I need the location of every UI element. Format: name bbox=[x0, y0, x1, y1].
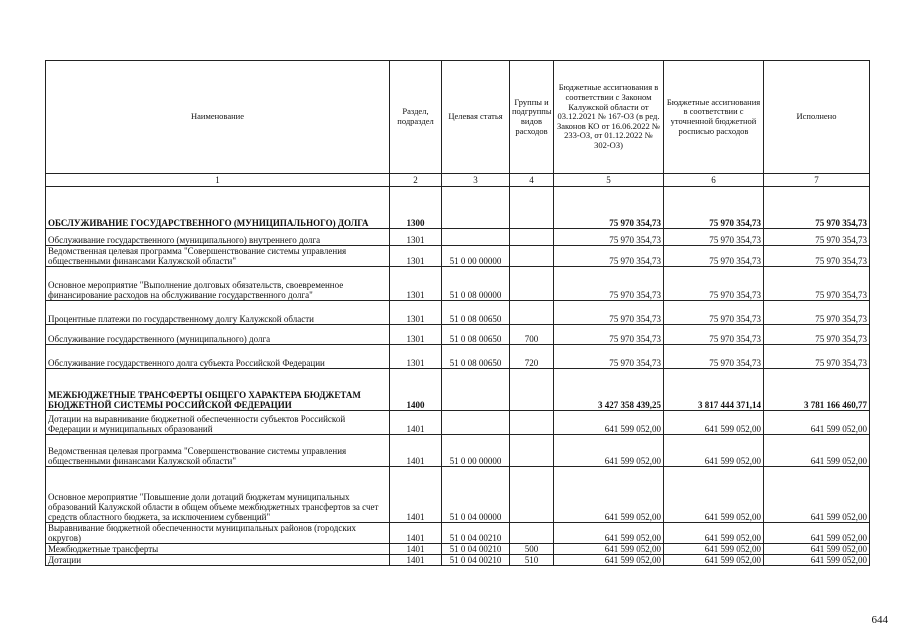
cell-section: 1301 bbox=[390, 345, 442, 369]
cell-group bbox=[510, 267, 554, 301]
cell-section: 1300 bbox=[390, 187, 442, 229]
cell-section: 1401 bbox=[390, 523, 442, 544]
cell-section: 1301 bbox=[390, 229, 442, 246]
cell-name: Обслуживание государственного (муниципального) внутреннего долга bbox=[46, 229, 390, 246]
cell-executed: 641 599 052,00 bbox=[764, 555, 870, 566]
cell-law: 75 970 354,73 bbox=[554, 246, 664, 267]
cell-refined: 75 970 354,73 bbox=[664, 301, 764, 325]
cell-section: 1401 bbox=[390, 555, 442, 566]
cell-executed: 75 970 354,73 bbox=[764, 246, 870, 267]
cell-target: 51 0 04 00210 bbox=[442, 544, 510, 555]
cell-executed: 641 599 052,00 bbox=[764, 544, 870, 555]
cell-refined: 75 970 354,73 bbox=[664, 187, 764, 229]
table-row bbox=[46, 435, 870, 467]
cell-group: 700 bbox=[510, 325, 554, 345]
cell-law: 75 970 354,73 bbox=[554, 301, 664, 325]
cell-name: Ведомственная целевая программа "Совершенствование системы управления общественными финансами Калужской области" bbox=[46, 435, 390, 467]
header-refined: Бюджетные ассигнования в соответствии с уточненной бюджетной росписью расходов bbox=[664, 61, 764, 174]
cell-section: 1301 bbox=[390, 325, 442, 345]
cell-law: 641 599 052,00 bbox=[554, 435, 664, 467]
cell-refined: 75 970 354,73 bbox=[664, 267, 764, 301]
cell-target: 51 0 08 00650 bbox=[442, 325, 510, 345]
cell-executed: 75 970 354,73 bbox=[764, 267, 870, 301]
cell-name: Выравнивание бюджетной обеспеченности муниципальных районов (городских округов) bbox=[46, 523, 390, 544]
cell-section: 1301 bbox=[390, 246, 442, 267]
budget-table bbox=[45, 60, 870, 566]
cell-law: 641 599 052,00 bbox=[554, 411, 664, 435]
cell-group bbox=[510, 467, 554, 523]
cell-refined: 75 970 354,73 bbox=[664, 325, 764, 345]
cell-group bbox=[510, 229, 554, 246]
cell-target: 51 0 00 00000 bbox=[442, 435, 510, 467]
cell-group bbox=[510, 246, 554, 267]
page-number: 644 bbox=[871, 614, 888, 626]
cell-law: 3 427 358 439,25 bbox=[554, 369, 664, 411]
column-number: 1 bbox=[46, 174, 390, 187]
table-row bbox=[46, 369, 870, 411]
cell-target: 51 0 08 00000 bbox=[442, 267, 510, 301]
cell-executed: 641 599 052,00 bbox=[764, 435, 870, 467]
cell-group: 510 bbox=[510, 555, 554, 566]
cell-executed: 75 970 354,73 bbox=[764, 187, 870, 229]
table-row bbox=[46, 325, 870, 345]
cell-group bbox=[510, 435, 554, 467]
cell-law: 641 599 052,00 bbox=[554, 523, 664, 544]
cell-executed: 75 970 354,73 bbox=[764, 301, 870, 325]
cell-group bbox=[510, 187, 554, 229]
cell-name: Межбюджетные трансферты bbox=[46, 544, 390, 555]
cell-name: Основное мероприятие "Повышение доли дотаций бюджетам муниципальных образований Калужской области в общем объеме межбюджетных трансфертов за счет средств областного бюджета, за исключением субвенций" bbox=[46, 467, 390, 523]
cell-refined: 75 970 354,73 bbox=[664, 345, 764, 369]
column-number: 4 bbox=[510, 174, 554, 187]
cell-section: 1401 bbox=[390, 411, 442, 435]
cell-target: 51 0 08 00650 bbox=[442, 301, 510, 325]
cell-name: Процентные платежи по государственному долгу Калужской области bbox=[46, 301, 390, 325]
cell-executed: 641 599 052,00 bbox=[764, 467, 870, 523]
table-row bbox=[46, 467, 870, 523]
cell-law: 641 599 052,00 bbox=[554, 467, 664, 523]
column-number: 7 bbox=[764, 174, 870, 187]
table-row bbox=[46, 523, 870, 544]
cell-refined: 641 599 052,00 bbox=[664, 544, 764, 555]
table-row bbox=[46, 187, 870, 229]
cell-refined: 641 599 052,00 bbox=[664, 411, 764, 435]
cell-refined: 3 817 444 371,14 bbox=[664, 369, 764, 411]
cell-section: 1301 bbox=[390, 267, 442, 301]
cell-law: 75 970 354,73 bbox=[554, 229, 664, 246]
cell-group bbox=[510, 301, 554, 325]
cell-group bbox=[510, 369, 554, 411]
cell-group bbox=[510, 411, 554, 435]
cell-law: 75 970 354,73 bbox=[554, 267, 664, 301]
cell-name: Обслуживание государственного долга субъекта Российской Федерации bbox=[46, 345, 390, 369]
cell-name: МЕЖБЮДЖЕТНЫЕ ТРАНСФЕРТЫ ОБЩЕГО ХАРАКТЕРА БЮДЖЕТАМ БЮДЖЕТНОЙ СИСТЕМЫ РОССИЙСКОЙ ФЕДЕРАЦИИ bbox=[46, 369, 390, 411]
cell-refined: 75 970 354,73 bbox=[664, 229, 764, 246]
cell-refined: 641 599 052,00 bbox=[664, 435, 764, 467]
cell-refined: 641 599 052,00 bbox=[664, 467, 764, 523]
cell-law: 641 599 052,00 bbox=[554, 555, 664, 566]
cell-refined: 75 970 354,73 bbox=[664, 246, 764, 267]
table-row bbox=[46, 411, 870, 435]
header-executed: Исполнено bbox=[764, 61, 870, 174]
cell-law: 641 599 052,00 bbox=[554, 544, 664, 555]
table-row bbox=[46, 555, 870, 566]
cell-name: Дотации bbox=[46, 555, 390, 566]
cell-target bbox=[442, 411, 510, 435]
cell-target: 51 0 00 00000 bbox=[442, 246, 510, 267]
header-target: Целевая статья bbox=[442, 61, 510, 174]
cell-law: 75 970 354,73 bbox=[554, 187, 664, 229]
column-number: 5 bbox=[554, 174, 664, 187]
cell-name: Дотации на выравнивание бюджетной обеспеченности субъектов Российской Федерации и муниципальных образований bbox=[46, 411, 390, 435]
cell-refined: 641 599 052,00 bbox=[664, 555, 764, 566]
cell-executed: 641 599 052,00 bbox=[764, 523, 870, 544]
cell-name: Ведомственная целевая программа "Совершенствование системы управления общественными финансами Калужской области" bbox=[46, 246, 390, 267]
cell-target: 51 0 04 00000 bbox=[442, 467, 510, 523]
cell-section: 1401 bbox=[390, 544, 442, 555]
cell-name: ОБСЛУЖИВАНИЕ ГОСУДАРСТВЕННОГО (МУНИЦИПАЛЬНОГО) ДОЛГА bbox=[46, 187, 390, 229]
cell-target: 51 0 08 00650 bbox=[442, 345, 510, 369]
cell-section: 1401 bbox=[390, 467, 442, 523]
cell-target bbox=[442, 229, 510, 246]
table-row bbox=[46, 246, 870, 267]
header-name: Наименование bbox=[46, 61, 390, 174]
cell-executed: 641 599 052,00 bbox=[764, 411, 870, 435]
cell-group: 720 bbox=[510, 345, 554, 369]
cell-refined: 641 599 052,00 bbox=[664, 523, 764, 544]
header-law: Бюджетные ассигнования в соответствии с Законом Калужской области от 03.12.2021 № 167-ОЗ (в ред. Законов КО от 16.06.2022 № 233-ОЗ, от 01.12.2022 № 302-ОЗ) bbox=[554, 61, 664, 174]
cell-executed: 75 970 354,73 bbox=[764, 229, 870, 246]
cell-target bbox=[442, 369, 510, 411]
column-number-row bbox=[46, 174, 870, 187]
header-section: Раздел, подраздел bbox=[390, 61, 442, 174]
cell-section: 1401 bbox=[390, 435, 442, 467]
cell-target: 51 0 04 00210 bbox=[442, 523, 510, 544]
cell-law: 75 970 354,73 bbox=[554, 325, 664, 345]
cell-target bbox=[442, 187, 510, 229]
table-row bbox=[46, 301, 870, 325]
table-row bbox=[46, 544, 870, 555]
column-number: 6 bbox=[664, 174, 764, 187]
cell-executed: 75 970 354,73 bbox=[764, 345, 870, 369]
header-groups: Группы и подгруппы видов расходов bbox=[510, 61, 554, 174]
cell-section: 1301 bbox=[390, 301, 442, 325]
cell-law: 75 970 354,73 bbox=[554, 345, 664, 369]
cell-target: 51 0 04 00210 bbox=[442, 555, 510, 566]
column-number: 3 bbox=[442, 174, 510, 187]
cell-section: 1400 bbox=[390, 369, 442, 411]
table-row bbox=[46, 229, 870, 246]
cell-group bbox=[510, 523, 554, 544]
table-row bbox=[46, 267, 870, 301]
table-body bbox=[46, 187, 870, 566]
cell-name: Обслуживание государственного (муниципального) долга bbox=[46, 325, 390, 345]
cell-executed: 75 970 354,73 bbox=[764, 325, 870, 345]
cell-name: Основное мероприятие "Выполнение долговых обязательств, своевременное финансирование расходов на обслуживание государственного долга" bbox=[46, 267, 390, 301]
cell-group: 500 bbox=[510, 544, 554, 555]
column-number: 2 bbox=[390, 174, 442, 187]
cell-executed: 3 781 166 460,77 bbox=[764, 369, 870, 411]
table-row bbox=[46, 345, 870, 369]
